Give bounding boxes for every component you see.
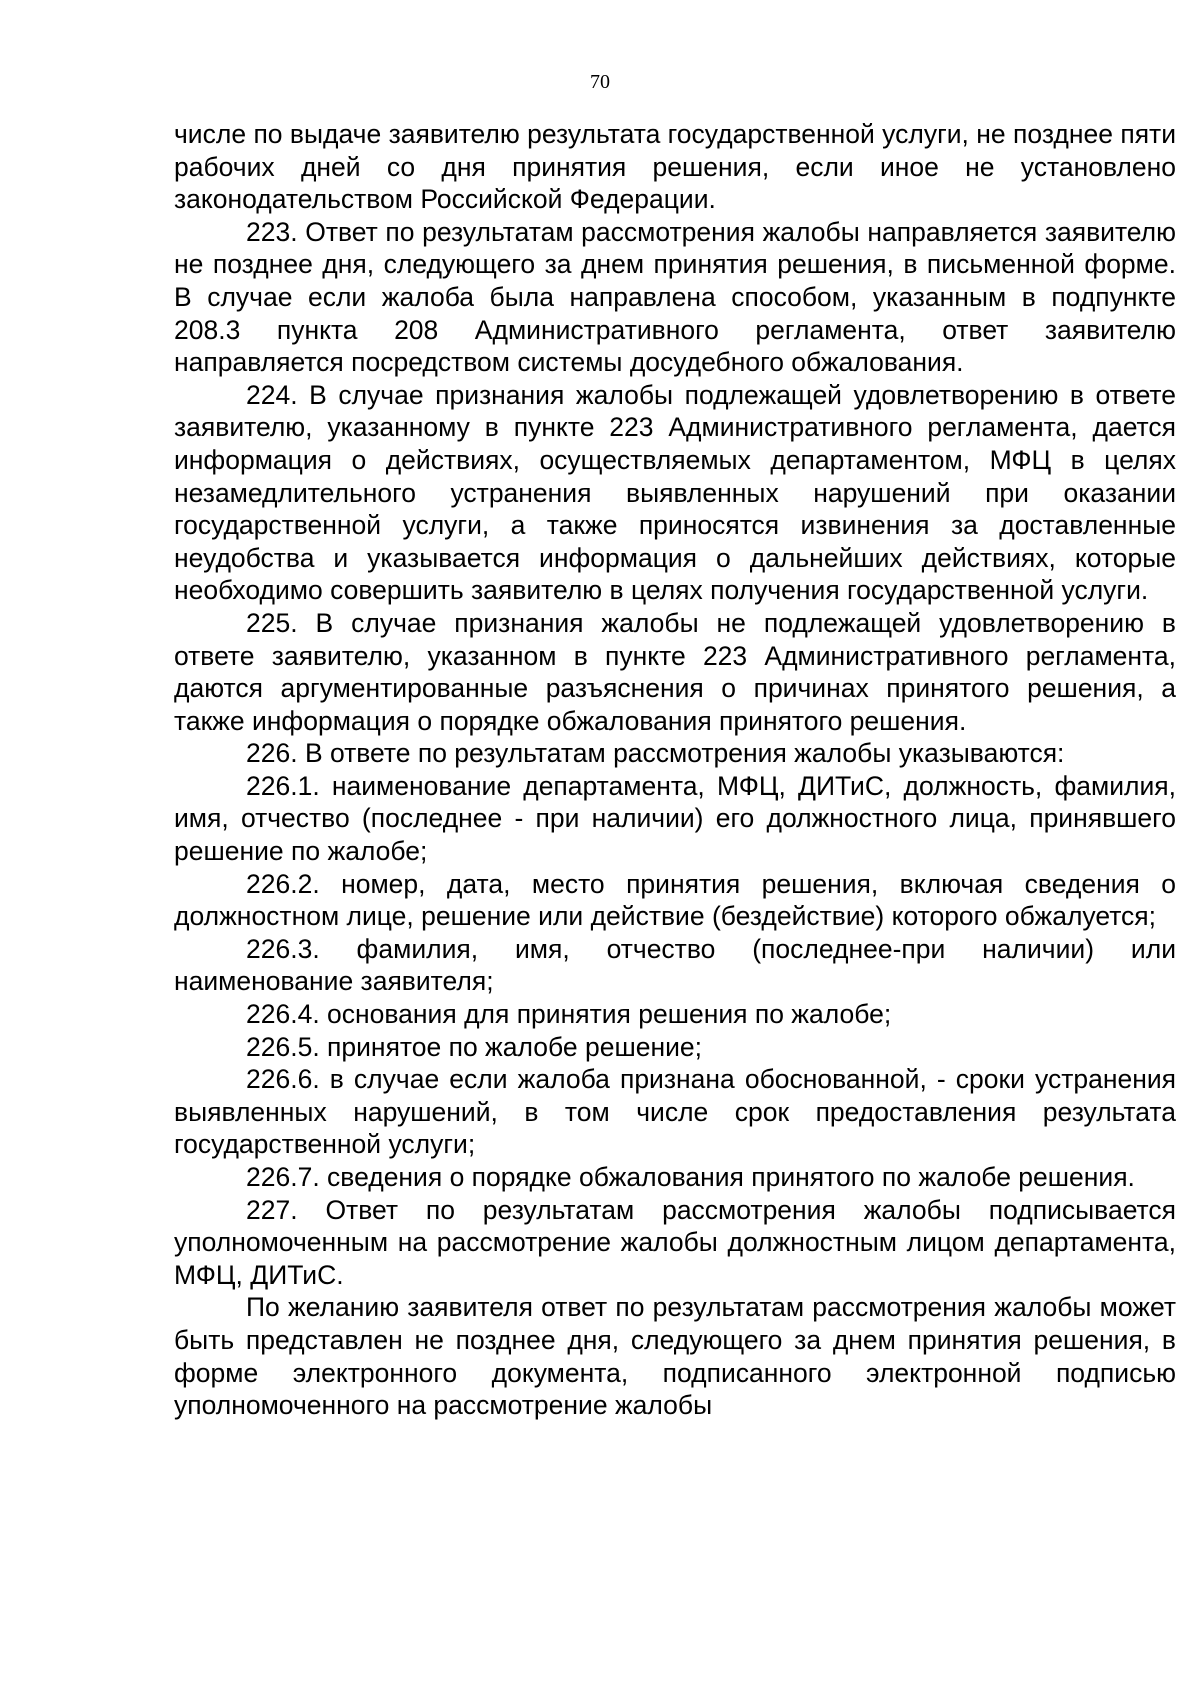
paragraph: 223. Ответ по результатам рассмотрения жалобы направляется заявителю не позднее дня, следующего за днем принятия решения, в письменной форме. В случае если жалоба была направлена способом, указанным в подпункте 208.3 пункта 208 Административного регламента, ответ заявителю направляется посредством системы досудебного обжалования. <box>174 216 1176 378</box>
paragraph: 226.2. номер, дата, место принятия решения, включая сведения о должностном лице, решение или действие (бездействие) которого обжалуется; <box>174 868 1176 932</box>
paragraph: 226.6. в случае если жалоба признана обоснованной, - сроки устранения выявленных нарушений, в том числе срок предоставления результата государственной услуги; <box>174 1064 1176 1160</box>
paragraph: 226. В ответе по результатам рассмотрения жалобы указываются: <box>246 738 1065 769</box>
paragraph: числе по выдаче заявителю результата государственной услуги, не позднее пяти рабочих дней со дня принятия решения, если иное не установлено законодательством Российской Федерации. <box>174 119 1176 215</box>
paragraph: 226.3. фамилия, имя, отчество (последнее-при наличии) или наименование заявителя; <box>174 933 1176 997</box>
page-number: 70 <box>590 71 610 93</box>
paragraph: 226.4. основания для принятия решения по жалобе; <box>246 999 892 1030</box>
paragraph: 226.5. принятое по жалобе решение; <box>246 1031 702 1062</box>
paragraph: По желанию заявителя ответ по результатам рассмотрения жалобы может быть представлен не позднее дня, следующего за днем принятия решения, в форме электронного документа, подписанного электронной подписью уполномоченного на рассмотрение жалобы <box>174 1292 1176 1421</box>
paragraph: 226.7. сведения о порядке обжалования принятого по жалобе решения. <box>246 1162 1135 1192</box>
paragraph: 224. В случае признания жалобы подлежащей удовлетворению в ответе заявителю, указанному в пункте 223 Административного регламента, дается информация о действиях, осуществляемых департаментом, МФЦ в целях незамедлительного устранения выявленных нарушений при оказании государственной услуги, а также приносятся извинения за доставленные неудобства и указывается информация о дальнейших действиях, которые необходимо совершить заявителю в целях получения государственной услуги. <box>174 379 1176 606</box>
paragraph: 226.1. наименование департамента, МФЦ, ДИТиС, должность, фамилия, имя, отчество (последнее - при наличии) его должностного лица, принявшего решение по жалобе; <box>174 770 1176 867</box>
document-body <box>174 118 1176 1422</box>
paragraph: 225. В случае признания жалобы не подлежащей удовлетворению в ответе заявителю, указанном в пункте 223 Административного регламента, даются аргументированные разъяснения о причинах принятого решения, а также информация о порядке обжалования принятого решения. <box>174 607 1176 736</box>
paragraph: 227. Ответ по результатам рассмотрения жалобы подписывается уполномоченным на рассмотрение жалобы должностным лицом департамента, МФЦ, ДИТиС. <box>174 1194 1176 1290</box>
